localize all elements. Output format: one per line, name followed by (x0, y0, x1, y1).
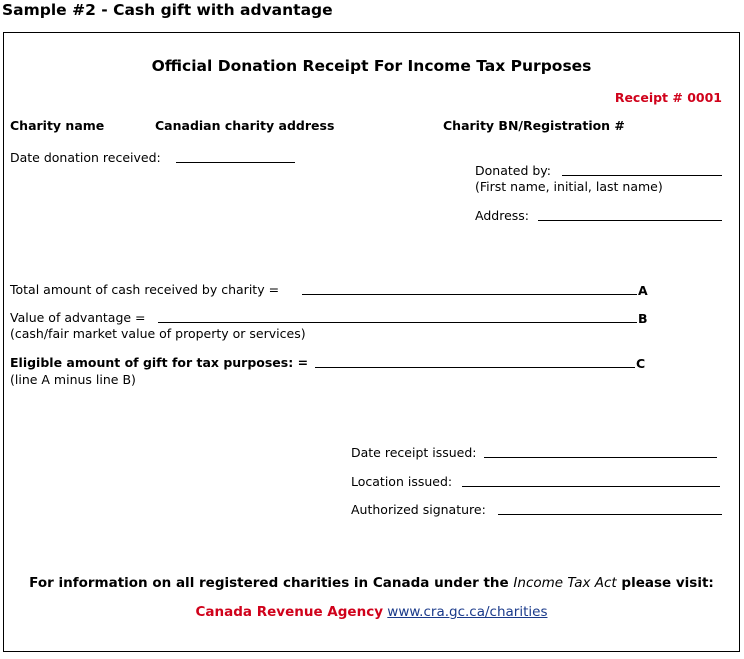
date-received-field[interactable] (176, 162, 295, 163)
line-a-marker: A (638, 283, 648, 298)
page-title: Sample #2 - Cash gift with advantage (2, 1, 333, 19)
date-issued-field[interactable] (484, 457, 717, 458)
advantage-label: Value of advantage = (10, 310, 146, 325)
total-cash-label: Total amount of cash received by charity = (10, 282, 280, 297)
advantage-hint: (cash/fair market value of property or services) (10, 326, 306, 341)
signature-field[interactable] (498, 514, 722, 515)
income-tax-act: Income Tax Act (513, 575, 617, 591)
cra-charities-link[interactable]: www.cra.gc.ca/charities (387, 604, 548, 620)
location-issued-label: Location issued: (351, 474, 453, 489)
total-cash-field[interactable] (302, 294, 637, 295)
line-c-marker: C (636, 356, 646, 371)
eligible-amount-field[interactable] (315, 367, 635, 368)
footer-text-before: For information on all registered charities in Canada under the (29, 575, 514, 591)
receipt-number: Receipt # 0001 (614, 90, 722, 105)
address-field[interactable] (538, 220, 722, 221)
donated-by-label: Donated by: (475, 163, 551, 178)
date-issued-label: Date receipt issued: (351, 445, 477, 460)
receipt-title: Official Donation Receipt For Income Tax Purposes (151, 57, 592, 75)
charity-bn-label: Charity BN/Registration # (443, 118, 625, 133)
receipt-frame (3, 32, 740, 652)
line-b-marker: B (638, 311, 648, 326)
advantage-field[interactable] (158, 322, 637, 323)
charity-address-label: Canadian charity address (155, 118, 335, 133)
location-issued-field[interactable] (462, 486, 720, 487)
address-label: Address: (475, 208, 529, 223)
signature-label: Authorized signature: (351, 502, 486, 517)
cra-name: Canada Revenue Agency (195, 604, 383, 620)
date-received-label: Date donation received: (10, 150, 161, 165)
eligible-amount-hint: (line A minus line B) (10, 372, 136, 387)
donated-by-hint: (First name, initial, last name) (475, 179, 663, 194)
footer-info (3, 575, 740, 591)
donated-by-field[interactable] (562, 175, 722, 176)
footer-links (3, 604, 740, 620)
eligible-amount-label: Eligible amount of gift for tax purposes: = (10, 355, 309, 370)
footer-text-after: please visit: (616, 575, 714, 591)
charity-name-label: Charity name (10, 118, 105, 133)
